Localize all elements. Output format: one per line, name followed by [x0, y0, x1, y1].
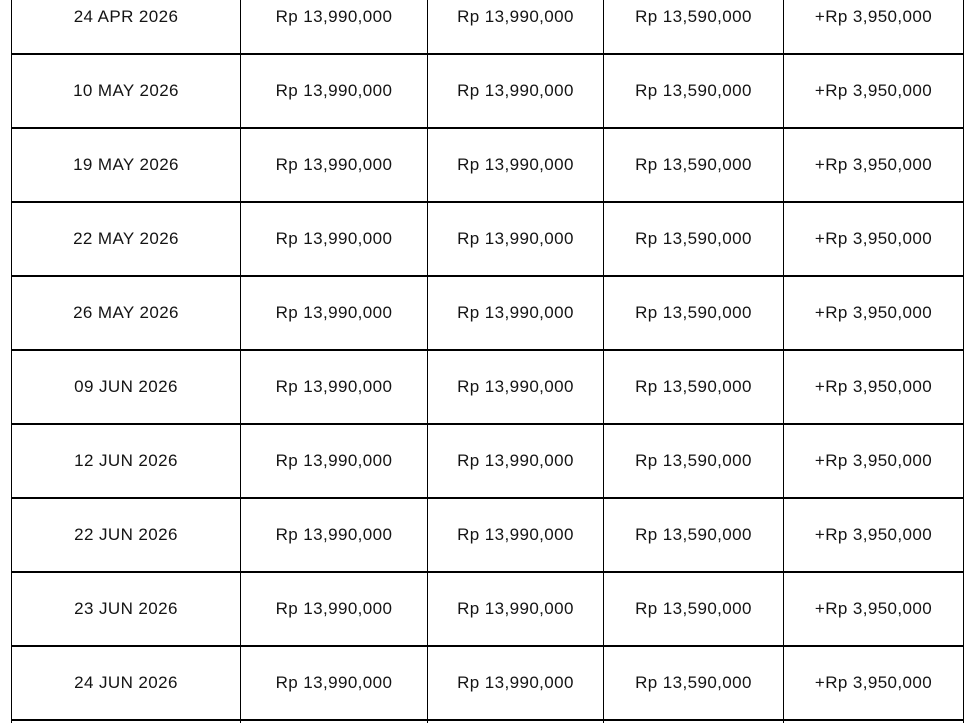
table-row	[12, 424, 964, 498]
surcharge-cell: +Rp 3,950,000	[784, 0, 964, 54]
table-row	[12, 572, 964, 646]
price-cell: Rp 13,590,000	[604, 498, 784, 572]
price-cell: Rp 13,990,000	[428, 350, 604, 424]
date-cell: 19 MAY 2026	[12, 128, 241, 202]
table-row	[12, 202, 964, 276]
table-row	[12, 54, 964, 128]
price-cell: Rp 13,990,000	[241, 424, 428, 498]
price-cell: Rp 13,990,000	[428, 572, 604, 646]
price-cell: Rp 13,990,000	[241, 498, 428, 572]
price-cell: Rp 13,990,000	[428, 54, 604, 128]
price-cell: Rp 13,990,000	[428, 276, 604, 350]
price-cell: Rp 13,590,000	[604, 0, 784, 54]
price-cell: Rp 13,990,000	[241, 572, 428, 646]
price-cell: Rp 13,990,000	[428, 498, 604, 572]
price-cell: Rp 13,990,000	[428, 0, 604, 54]
price-cell: Rp 13,990,000	[241, 646, 428, 720]
surcharge-cell: +Rp 3,950,000	[784, 128, 964, 202]
surcharge-cell: +Rp 3,950,000	[784, 202, 964, 276]
price-cell: Rp 13,590,000	[604, 424, 784, 498]
price-cell: Rp 13,990,000	[241, 54, 428, 128]
date-cell: 23 JUN 2026	[12, 572, 241, 646]
date-cell: 24 JUN 2026	[12, 646, 241, 720]
table-row	[12, 276, 964, 350]
price-cell: Rp 13,990,000	[241, 350, 428, 424]
date-cell: 09 JUN 2026	[12, 350, 241, 424]
price-cell: Rp 13,590,000	[604, 350, 784, 424]
date-cell: 22 JUN 2026	[12, 498, 241, 572]
date-cell: 24 APR 2026	[12, 0, 241, 54]
date-cell: 12 JUN 2026	[12, 424, 241, 498]
table-row	[12, 646, 964, 720]
surcharge-cell: +Rp 3,950,000	[784, 276, 964, 350]
date-cell: 22 MAY 2026	[12, 202, 241, 276]
table-row	[12, 128, 964, 202]
surcharge-cell: +Rp 3,950,000	[784, 350, 964, 424]
surcharge-cell: +Rp 3,950,000	[784, 498, 964, 572]
price-cell: Rp 13,990,000	[241, 0, 428, 54]
table-row	[12, 498, 964, 572]
price-cell: Rp 13,590,000	[604, 276, 784, 350]
price-cell: Rp 13,990,000	[428, 202, 604, 276]
table-row	[12, 350, 964, 424]
price-cell: Rp 13,990,000	[241, 202, 428, 276]
price-cell: Rp 13,590,000	[604, 128, 784, 202]
price-cell: Rp 13,990,000	[241, 276, 428, 350]
price-cell: Rp 13,590,000	[604, 202, 784, 276]
price-cell: Rp 13,990,000	[428, 646, 604, 720]
price-table	[11, 0, 964, 723]
date-cell: 10 MAY 2026	[12, 54, 241, 128]
price-cell: Rp 13,990,000	[241, 128, 428, 202]
surcharge-cell: +Rp 3,950,000	[784, 646, 964, 720]
price-cell: Rp 13,590,000	[604, 646, 784, 720]
surcharge-cell: +Rp 3,950,000	[784, 424, 964, 498]
date-cell: 26 MAY 2026	[12, 276, 241, 350]
price-cell: Rp 13,990,000	[428, 128, 604, 202]
surcharge-cell: +Rp 3,950,000	[784, 54, 964, 128]
table-row	[12, 0, 964, 54]
price-cell: Rp 13,590,000	[604, 54, 784, 128]
surcharge-cell: +Rp 3,950,000	[784, 572, 964, 646]
price-cell: Rp 13,990,000	[428, 424, 604, 498]
price-cell: Rp 13,590,000	[604, 572, 784, 646]
